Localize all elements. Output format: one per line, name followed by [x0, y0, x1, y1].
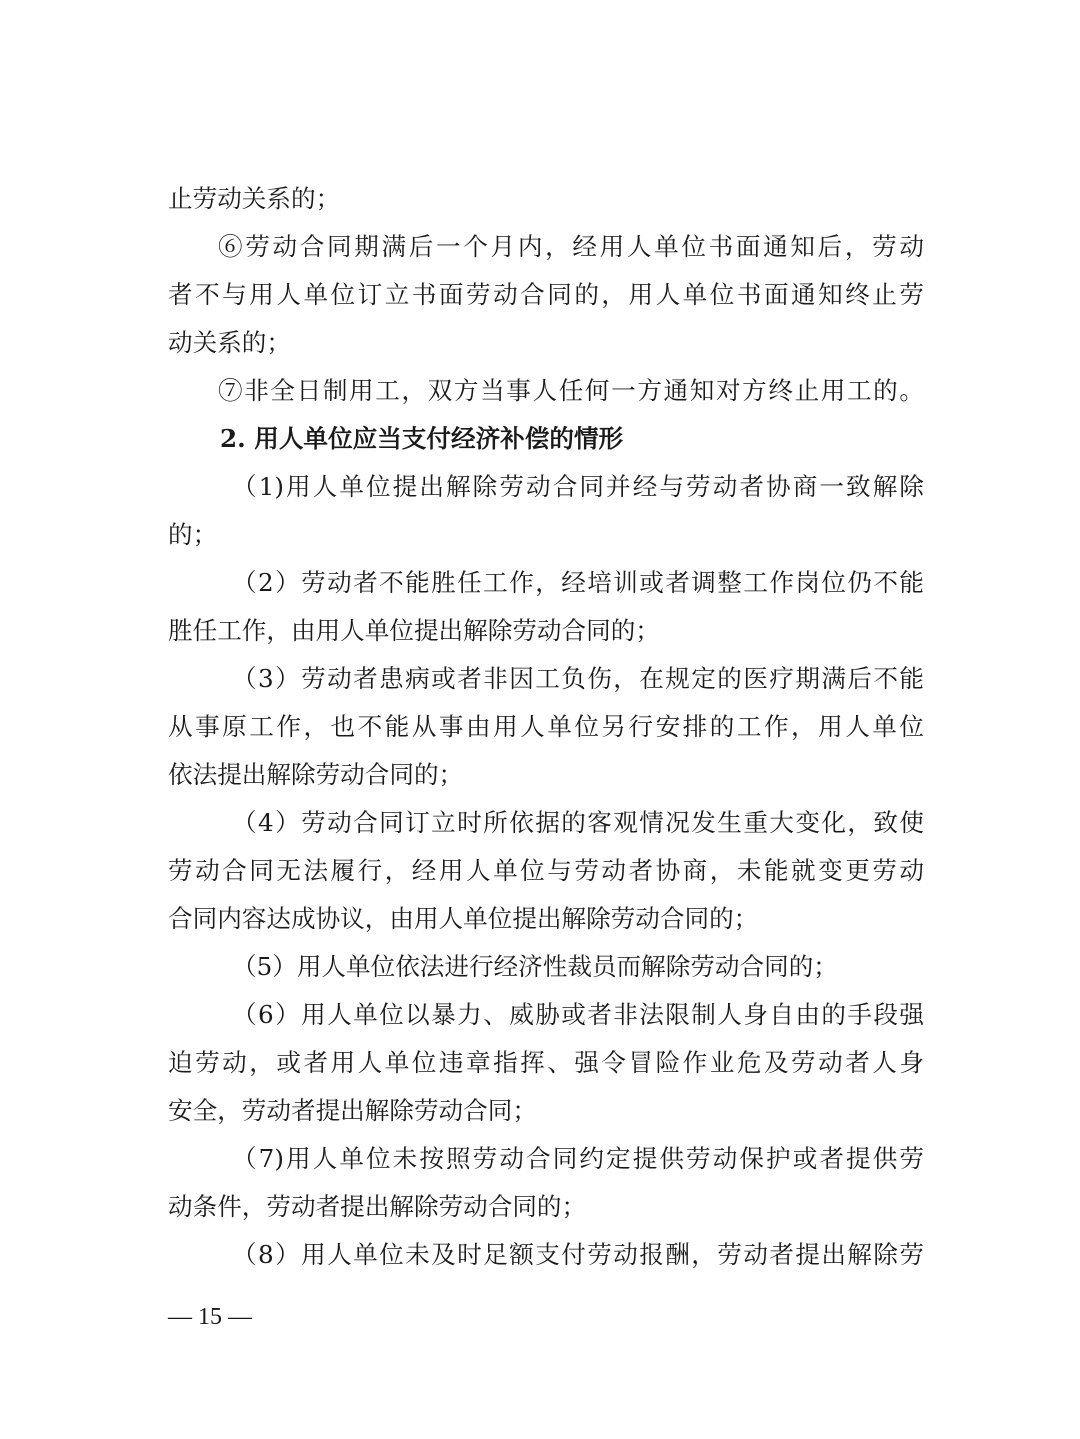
text-line: 迫劳动，或者用人单位违章指挥、强令冒险作业危及劳动者人身: [168, 1048, 924, 1077]
text-line: 止劳动关系的；: [168, 184, 341, 213]
section-heading: 2. 用人单位应当支付经济补偿的情形: [220, 424, 624, 453]
text-line: （4）劳动合同订立时所依据的客观情况发生重大变化，致使: [232, 808, 924, 837]
text-line: 动条件，劳动者提出解除劳动合同的；: [168, 1192, 587, 1221]
text-line: 胜任工作，由用人单位提出解除劳动合同的；: [168, 616, 660, 645]
text-line: ⑦非全日制用工，双方当事人任何一方通知对方终止用工的。: [218, 376, 924, 405]
text-line: 者不与用人单位订立书面劳动合同的，用人单位书面通知终止劳: [168, 280, 924, 309]
text-line: （1)用人单位提出解除劳动合同并经与劳动者协商一致解除: [232, 472, 924, 501]
text-line: （7)用人单位未按照劳动合同约定提供劳动保护或者提供劳: [232, 1144, 924, 1173]
text-line: （2）劳动者不能胜任工作，经培训或者调整工作岗位仍不能: [232, 568, 924, 597]
text-line: （3）劳动者患病或者非因工负伤，在规定的医疗期满后不能: [232, 664, 924, 693]
text-line: （5）用人单位依法进行经济性裁员而解除劳动合同的；: [232, 952, 838, 981]
text-line: 劳动合同无法履行，经用人单位与劳动者协商，未能就变更劳动: [168, 856, 924, 885]
body-text: [168, 175, 924, 1279]
text-line: 依法提出解除劳动合同的；: [168, 760, 464, 789]
text-line: （6）用人单位以暴力、威胁或者非法限制人身自由的手段强: [232, 1000, 924, 1029]
page-number: — 15 —: [168, 1304, 252, 1330]
text-line: 动关系的；: [168, 328, 291, 357]
text-line: 合同内容达成协议，由用人单位提出解除劳动合同的；: [168, 904, 759, 933]
text-line: ⑥劳动合同期满后一个月内，经用人单位书面通知后，劳动: [218, 232, 924, 261]
text-line: 安全，劳动者提出解除劳动合同；: [168, 1096, 537, 1125]
text-line: 的；: [168, 520, 218, 549]
text-line: （8）用人单位未及时足额支付劳动报酬，劳动者提出解除劳: [232, 1240, 924, 1269]
text-line: 从事原工作，也不能从事由用人单位另行安排的工作，用人单位: [168, 712, 924, 741]
